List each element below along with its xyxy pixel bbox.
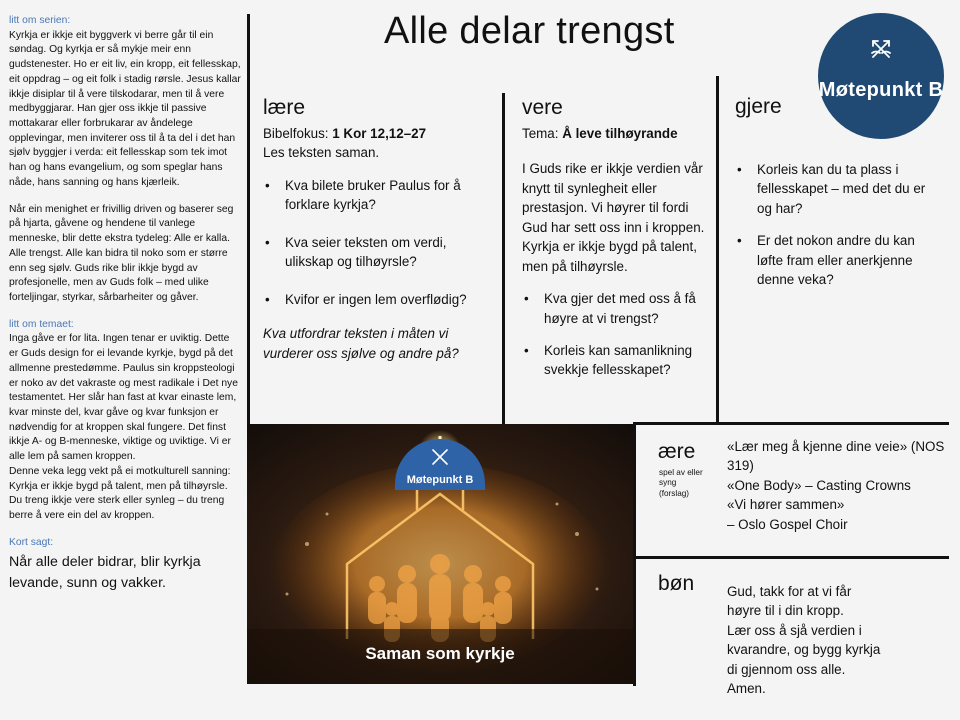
- song-item: «Lær meg å kjenne dine veie» (NOS 319): [727, 439, 945, 474]
- short-label: Kort sagt:: [9, 536, 54, 548]
- gjere-question: • Er det nokon andre du kan løfte fram eller anerkjenne denne veka?: [735, 231, 943, 289]
- bon-prayer: [727, 582, 949, 699]
- laere-challenge: Kva utfordrar teksten i måten vi vurderer oss sjølve og andre på?: [263, 326, 459, 361]
- gjere-question: • Korleis kan du ta plass i fellesskapet – med det du er og har?: [735, 160, 943, 218]
- logo: [818, 13, 944, 139]
- aere-songs: [727, 437, 949, 534]
- laere-section: [263, 124, 495, 363]
- divider-gjere: [716, 76, 719, 424]
- divider-vere: [502, 93, 505, 424]
- vere-theme: [522, 124, 708, 143]
- prayer-line: kvarandre, og bygg kyrkja: [727, 642, 881, 658]
- vere-theme-name: Å leve tilhøyrande: [562, 126, 678, 141]
- divider-bon-top: [633, 556, 949, 559]
- song-item: «Vi hører sammen»: [727, 497, 845, 513]
- bible-focus: [263, 124, 495, 143]
- saman-som-kyrkje-picture: [247, 424, 633, 684]
- song-item: «One Body» – Casting Crowns: [727, 477, 911, 493]
- series-text: Kyrkja er ikkje eit byggverk vi berre går til ein søndag. Og kyrkja er så mykje meir enn gudstenester. Ho er eit liv, ein kropp, eit fellesskap, eit oppdrag – og eit folk i stadig rørsle. Jesus kallar ikkje disiplar til å vere tilskodarar, men til å vere medbyggjarar. Han gjer oss ikkje til passive mottakarar eller forbrukarar av åndelege opplevingar, men inviterer oss til å ta del i det han sjølv byggjer i verda: eit fellesskap som tek imot han og hans evangelium, og som speglar hans nåde, hans sanning og hans kjærleik.: [9, 29, 241, 188]
- divider-picture: [633, 424, 636, 686]
- gjere-section: [735, 160, 943, 290]
- laere-instruction: Les teksten saman.: [263, 145, 380, 161]
- crossed-arrows-icon: [818, 13, 944, 83]
- divider-laere: [247, 14, 250, 424]
- series-text-2: Når ein menighet er frivillig driven og baserer seg på hjarta, gåvene og hendene til vanlege menneske, blir dette ekstra tydeleg: Alle er kalla. Alle trengst. Alle kan bidra til noko som er større enn seg sjølv. Guds rike blir ikkje bygd av profesjonelle, men av Guds folk – med ulike forteljingar, styrkar, sårbarheiter og gåver.: [9, 203, 234, 303]
- prayer-line: Lær oss å sjå verdien i: [727, 622, 862, 638]
- song-item: – Oslo Gospel Choir: [727, 516, 848, 532]
- bible-focus-ref: 1 Kor 12,12–27: [332, 126, 427, 141]
- vere-heading: vere: [522, 96, 563, 119]
- prayer-line: di gjennom oss alle.: [727, 661, 846, 677]
- bon-heading: bøn: [658, 572, 695, 595]
- series-label: litt om serien:: [9, 15, 71, 26]
- picture-caption: Saman som kyrkje: [365, 644, 515, 663]
- vere-section: [522, 124, 708, 380]
- aere-heading: ære: [658, 440, 696, 463]
- laere-question: • Kva bilete bruker Paulus for å forklare kyrkja?: [263, 176, 495, 215]
- laere-question: • Kva seier teksten om verdi, ulikskap og tilhøyrsle?: [263, 233, 495, 272]
- theme-text: Inga gåve er for lita. Ingen tenar er uviktig. Dette er Guds design for ei levande kyrkje, bygd på det allmenne prestedømme. Paulus sin kroppsteologi er noko av det vakraste og mest radikale i Det nye testamentet. Her slår han fast at kvar einaste lem, kvar minste del, kvar gåve og kvar funksjon er nødvendig for at kroppen skal fungere. Det finst ikkje A- og B-menneske, viktige og uviktige. Vi er alle lem på samen kroppen.: [9, 333, 238, 463]
- theme-text-2: Denne veka legg vekt på ei motkulturell sanning: Kyrkja er ikkje bygd på talent, men på tilhøyrsle. Du treng ikkje vere sterk eller synleg – du treng berre å vere ein del av kroppen.: [9, 465, 231, 521]
- laere-question: • Kvifor er ingen lem overflødig?: [263, 290, 495, 309]
- prayer-line: Gud, takk for at vi får: [727, 584, 852, 599]
- vere-question: • Kva gjer det med oss å få høyre at vi trengst?: [522, 289, 708, 328]
- vere-theme-prefix: Tema:: [522, 126, 563, 141]
- laere-heading: lære: [263, 96, 306, 119]
- series-info-column: [9, 14, 241, 594]
- gjere-heading: gjere: [735, 95, 782, 118]
- logo-text: Møtepunkt B: [818, 79, 944, 101]
- picture-badge: Møtepunkt B: [406, 474, 474, 486]
- bible-focus-prefix: Bibelfokus:: [263, 126, 333, 141]
- aere-note: spel av eller syng (forslag): [659, 468, 703, 498]
- short-text: Når alle deler bidrar, blir kyrkja levande, sunn og vakker.: [9, 554, 201, 592]
- page-title: Alle delar trengst: [384, 10, 675, 52]
- divider-aere-top: [633, 422, 949, 425]
- prayer-line: Amen.: [727, 681, 766, 697]
- prayer-line: høyre til i din kropp.: [727, 603, 844, 619]
- vere-question: • Korleis kan samanlikning svekkje fellesskapet?: [522, 341, 708, 380]
- vere-text: I Guds rike er ikkje verdien vår knytt til synlegheit eller prestasjon. Vi høyrer til fordi Gud har sett oss inn i kroppen. Kyrkja er ikkje bygd på talent, men på tilhøyrsle.: [522, 161, 705, 274]
- theme-label: litt om temaet:: [9, 318, 74, 330]
